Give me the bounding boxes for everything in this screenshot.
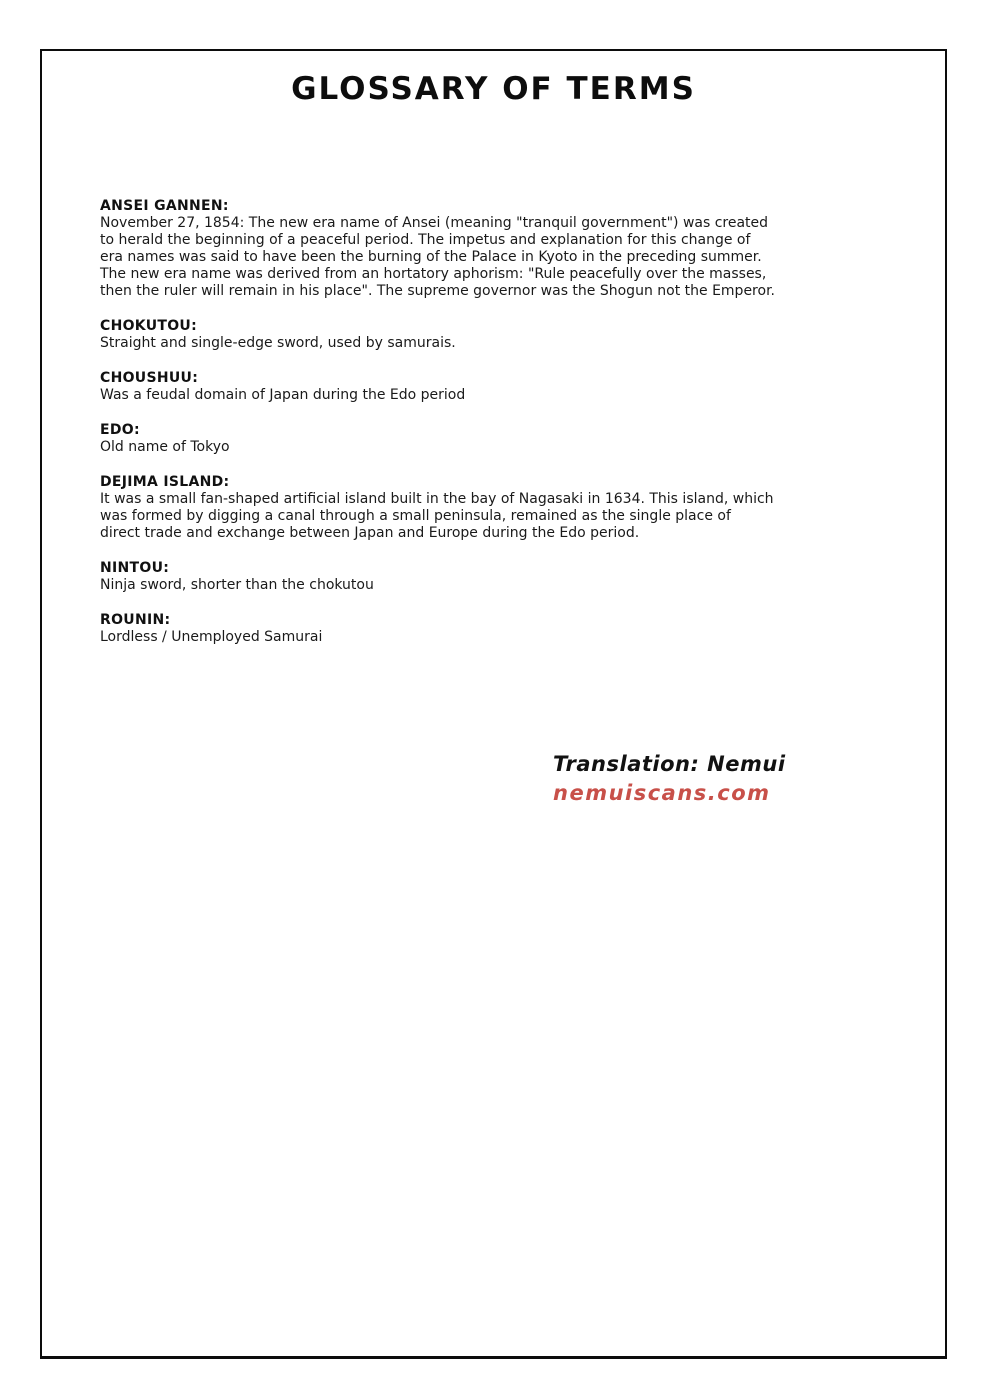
glossary-entry <box>100 198 775 300</box>
term-definition: Ninja sword, shorter than the chokutou <box>100 577 374 593</box>
term-definition: Was a feudal domain of Japan during the Edo period <box>100 387 466 403</box>
glossary-entry <box>100 318 775 352</box>
page-frame <box>40 49 947 1359</box>
term-label: DEJIMA ISLAND: <box>100 474 230 490</box>
translation-credit: Translation: Nemui <box>553 752 786 776</box>
term-definition: It was a small fan-shaped artificial island built in the bay of Nagasaki in 1634. This island, which was formed by digging a canal through a small peninsula, remained as the single place of direct trade and exchange between Japan and Europe during the Edo period. <box>100 491 774 541</box>
credits-block <box>553 752 786 805</box>
term-label: EDO: <box>100 422 140 438</box>
term-label: ANSEI GANNEN: <box>100 198 229 214</box>
glossary-entry <box>100 612 775 646</box>
term-definition: Lordless / Unemployed Samurai <box>100 629 323 645</box>
term-definition: Straight and single-edge sword, used by samurais. <box>100 335 456 351</box>
term-label: CHOKUTOU: <box>100 318 197 334</box>
glossary-entry <box>100 370 775 404</box>
glossary-entry <box>100 422 775 456</box>
term-definition: November 27, 1854: The new era name of Ansei (meaning "tranquil government") was created to herald the beginning of a peaceful period. The impetus and explanation for this change of era names was said to have been the burning of the Palace in Kyoto in the preceding summer. The new era name was derived from an hortatory aphorism: "Rule peacefully over the masses, then the ruler will remain in his place". The supreme governor was the Shogun not the Emperor. <box>100 215 775 299</box>
page-title: GLOSSARY OF TERMS <box>291 71 696 107</box>
glossary-list <box>100 198 775 664</box>
glossary-entry <box>100 474 775 542</box>
website-url: nemuiscans.com <box>553 781 771 805</box>
term-definition: Old name of Tokyo <box>100 439 230 455</box>
term-label: CHOUSHUU: <box>100 370 199 386</box>
term-label: NINTOU: <box>100 560 170 576</box>
term-label: ROUNIN: <box>100 612 171 628</box>
glossary-entry <box>100 560 775 594</box>
